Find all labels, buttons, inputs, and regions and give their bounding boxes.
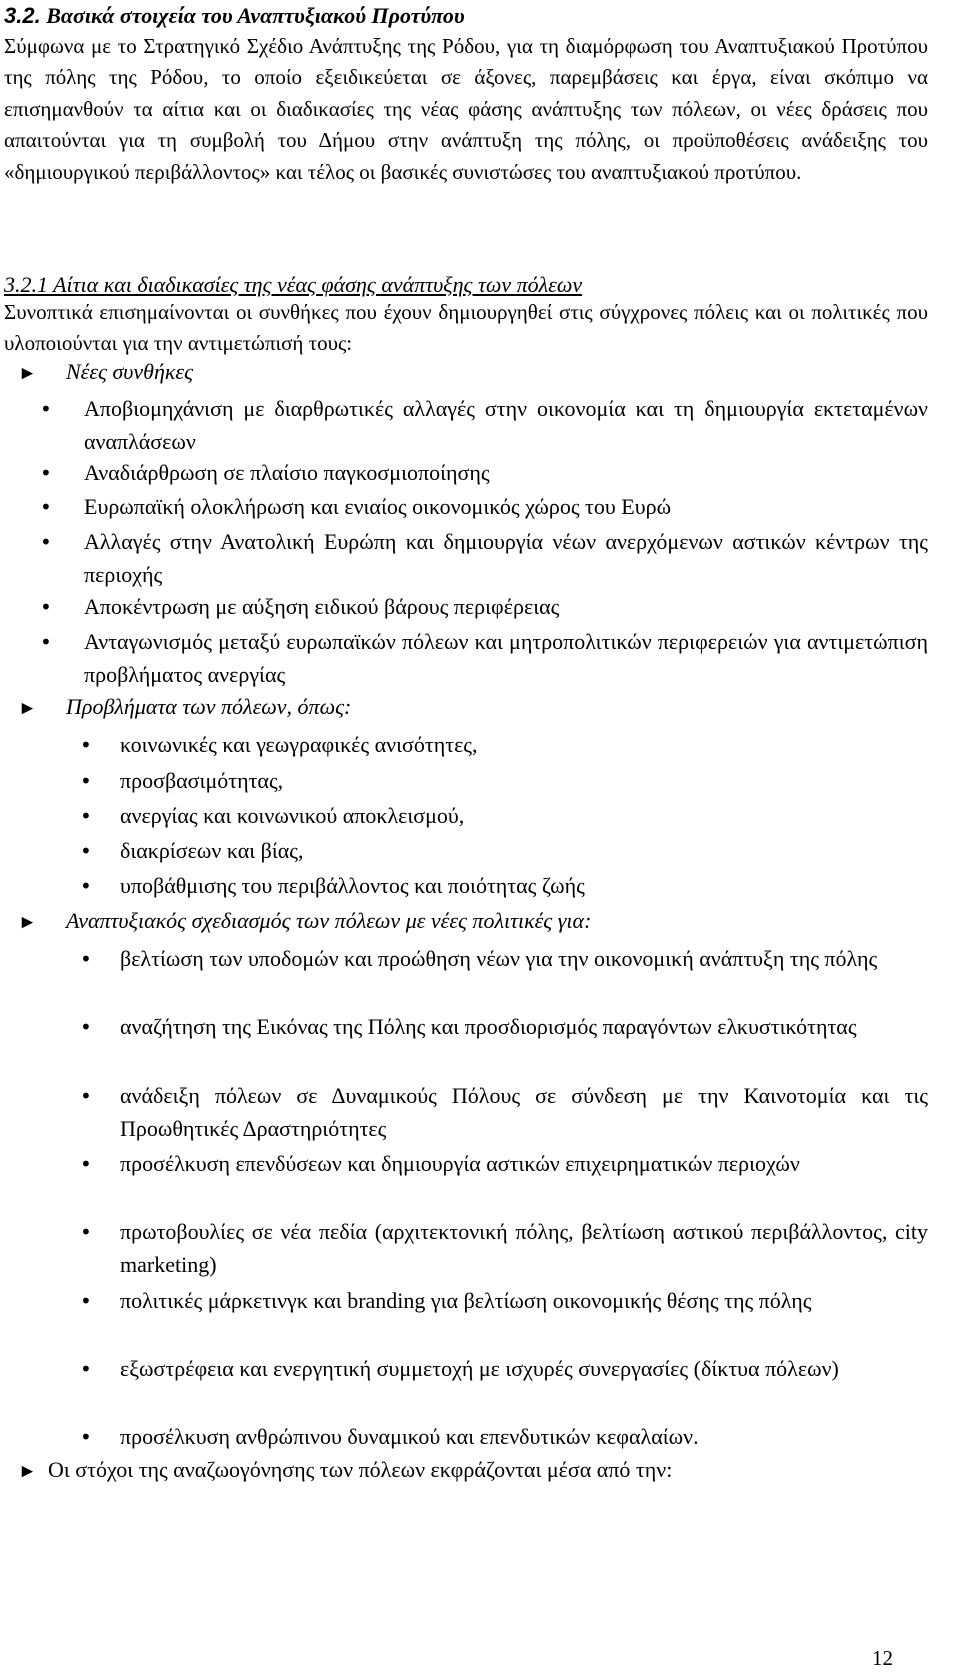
list-item-text: ανεργίας και κοινωνικού αποκλεισμού, — [120, 803, 465, 828]
list-item-text: Αλλαγές στην Ανατολική Ευρώπη και δημιουργία νέων ανερχόμενων αστικών κέντρων της περιοχής — [84, 529, 928, 587]
bullet-icon: • — [80, 874, 92, 898]
list-item — [80, 1148, 928, 1181]
page-number: 12 — [872, 1646, 893, 1670]
list-item — [80, 1353, 928, 1386]
bullet-icon: • — [80, 1015, 92, 1039]
list-item — [40, 626, 928, 691]
list-item — [80, 1080, 928, 1145]
list-item — [80, 870, 928, 903]
bullet-icon: • — [40, 495, 52, 519]
arrow-icon: ► — [18, 1461, 37, 1482]
list-item-text: πολιτικές μάρκετινγκ και branding για βελτίωση οικονομικής θέσης της πόλης — [120, 1288, 812, 1313]
bullet-icon: • — [80, 947, 92, 971]
bullet-icon: • — [80, 839, 92, 863]
list-item-text: Ευρωπαϊκή ολοκλήρωση και ενιαίος οικονομικός χώρος του Ευρώ — [84, 494, 672, 519]
bullet-icon: • — [80, 769, 92, 793]
list-item — [40, 526, 928, 591]
list-item-text: βελτίωση των υποδομών και προώθηση νέων για την οικονομική ανάπτυξη της πόλης — [120, 946, 878, 971]
list-item — [80, 1421, 928, 1454]
section-title: Νέες συνθήκες — [66, 359, 194, 384]
arrow-icon: ► — [18, 912, 37, 933]
list-item-text: Αποκέντρωση με αύξηση ειδικού βάρους περιφέρειας — [84, 594, 560, 619]
subsection-heading: 3.2.1 Αίτια και διαδικασίες της νέας φάσης ανάπτυξης των πόλεων — [4, 272, 583, 297]
list-item — [80, 835, 928, 868]
section-heading — [4, 2, 465, 30]
list-item-text: εξωστρέφεια και ενεργητική συμμετοχή με ισχυρές συνεργασίες (δίκτυα πόλεων) — [120, 1356, 839, 1381]
list-item-text: Αναδιάρθρωση σε πλαίσιο παγκοσμιοποίησης — [84, 460, 490, 485]
list-item-text: προσέλκυση επενδύσεων και δημιουργία αστικών επιχειρηματικών περιοχών — [120, 1151, 800, 1176]
section-new-conditions — [18, 358, 193, 388]
section-development-planning — [18, 907, 591, 937]
list-item — [80, 1285, 928, 1318]
list-item-text: πρωτοβουλίες σε νέα πεδία (αρχιτεκτονική πόλης, βελτίωση αστικού περιβάλλοντος, city marketing) — [120, 1219, 928, 1277]
bullet-icon: • — [80, 733, 92, 757]
bullet-icon: • — [80, 804, 92, 828]
section-heading-title: Βασικά στοιχεία του Αναπτυξιακού Προτύπου — [46, 3, 465, 28]
list-item-text: διακρίσεων και βίας, — [120, 838, 304, 863]
bullet-icon: • — [80, 1220, 92, 1244]
bullet-icon: • — [80, 1289, 92, 1313]
section-title: Προβλήματα των πόλεων, όπως: — [66, 694, 352, 719]
bullet-icon: • — [80, 1084, 92, 1108]
list-item — [80, 1011, 928, 1044]
summary-paragraph: Συνοπτικά επισημαίνονται οι συνθήκες που έχουν δημιουργηθεί στις σύγχρονες πόλεις και οι πολιτικές που υλοποιούνται για την αντιμετώπισή τους: — [4, 300, 928, 356]
list-item-text: Ανταγωνισμός μεταξύ ευρωπαϊκών πόλεων και μητροπολιτικών περιφερειών για αντιμετώπιση προβλήματος ανεργίας — [84, 629, 928, 687]
section-city-problems — [18, 693, 351, 723]
list-item-text: αναζήτηση της Εικόνας της Πόλης και προσδιορισμός παραγόντων ελκυστικότητας — [120, 1014, 857, 1039]
list-item — [80, 1216, 928, 1281]
arrow-icon: ► — [18, 698, 37, 719]
bullet-icon: • — [80, 1357, 92, 1381]
list-item — [80, 765, 928, 798]
bullet-icon: • — [40, 595, 52, 619]
section-revitalization-goals — [18, 1456, 672, 1486]
bullet-icon: • — [40, 630, 52, 654]
bullet-icon: • — [40, 461, 52, 485]
list-item-text: υποβάθμισης του περιβάλλοντος και ποιότητας ζωής — [120, 873, 585, 898]
list-item-text: Αποβιομηχάνιση με διαρθρωτικές αλλαγές στην οικονομία και τη δημιουργία εκτεταμένων αναπλάσεων — [84, 396, 928, 454]
list-item — [80, 943, 928, 976]
list-item — [80, 729, 928, 762]
section-heading-number: 3.2. — [4, 3, 41, 28]
list-item — [40, 393, 928, 458]
list-item — [40, 491, 928, 524]
list-item — [80, 800, 928, 833]
section-title: Οι στόχοι της αναζωογόνησης των πόλεων εκφράζονται μέσα από την: — [48, 1457, 673, 1482]
bullet-icon: • — [80, 1152, 92, 1176]
list-item — [40, 591, 928, 624]
list-item-text: προσέλκυση ανθρώπινου δυναμικού και επενδυτικών κεφαλαίων. — [120, 1424, 699, 1449]
bullet-icon: • — [40, 397, 52, 421]
list-item-text: προσβασιμότητας, — [120, 768, 284, 793]
arrow-icon: ► — [18, 363, 37, 384]
list-item-text: ανάδειξη πόλεων σε Δυναμικούς Πόλους σε σύνδεση με την Καινοτομία και τις Προωθητικές Δραστηριότητες — [120, 1083, 928, 1141]
list-item-text: κοινωνικές και γεωγραφικές ανισότητες, — [120, 732, 478, 757]
bullet-icon: • — [40, 530, 52, 554]
intro-paragraph: Σύμφωνα με το Στρατηγικό Σχέδιο Ανάπτυξης της Ρόδου, για τη διαμόρφωση του Αναπτυξιακού Προτύπου της πόλης της Ρόδου, το οποίο εξειδικεύεται σε άξονες, παρεμβάσεις και έργα, είναι σκόπιμο να επισημανθούν τα αίτια και οι διαδικασίες της νέας φάσης ανάπτυξης των πόλεων, οι νέες δράσεις που απαιτούνται για τη συμβολή του Δήμου στην ανάπτυξη της πόλης, οι προϋποθέσεις ανάδειξης του «δημιουργικού περιβάλλοντος» και τέλος οι βασικές συνιστώσες του αναπτυξιακού προτύπου. — [4, 34, 928, 184]
section-title: Αναπτυξιακός σχεδιασμός των πόλεων με νέες πολιτικές για: — [66, 908, 592, 933]
list-item — [40, 457, 928, 490]
bullet-icon: • — [80, 1425, 92, 1449]
